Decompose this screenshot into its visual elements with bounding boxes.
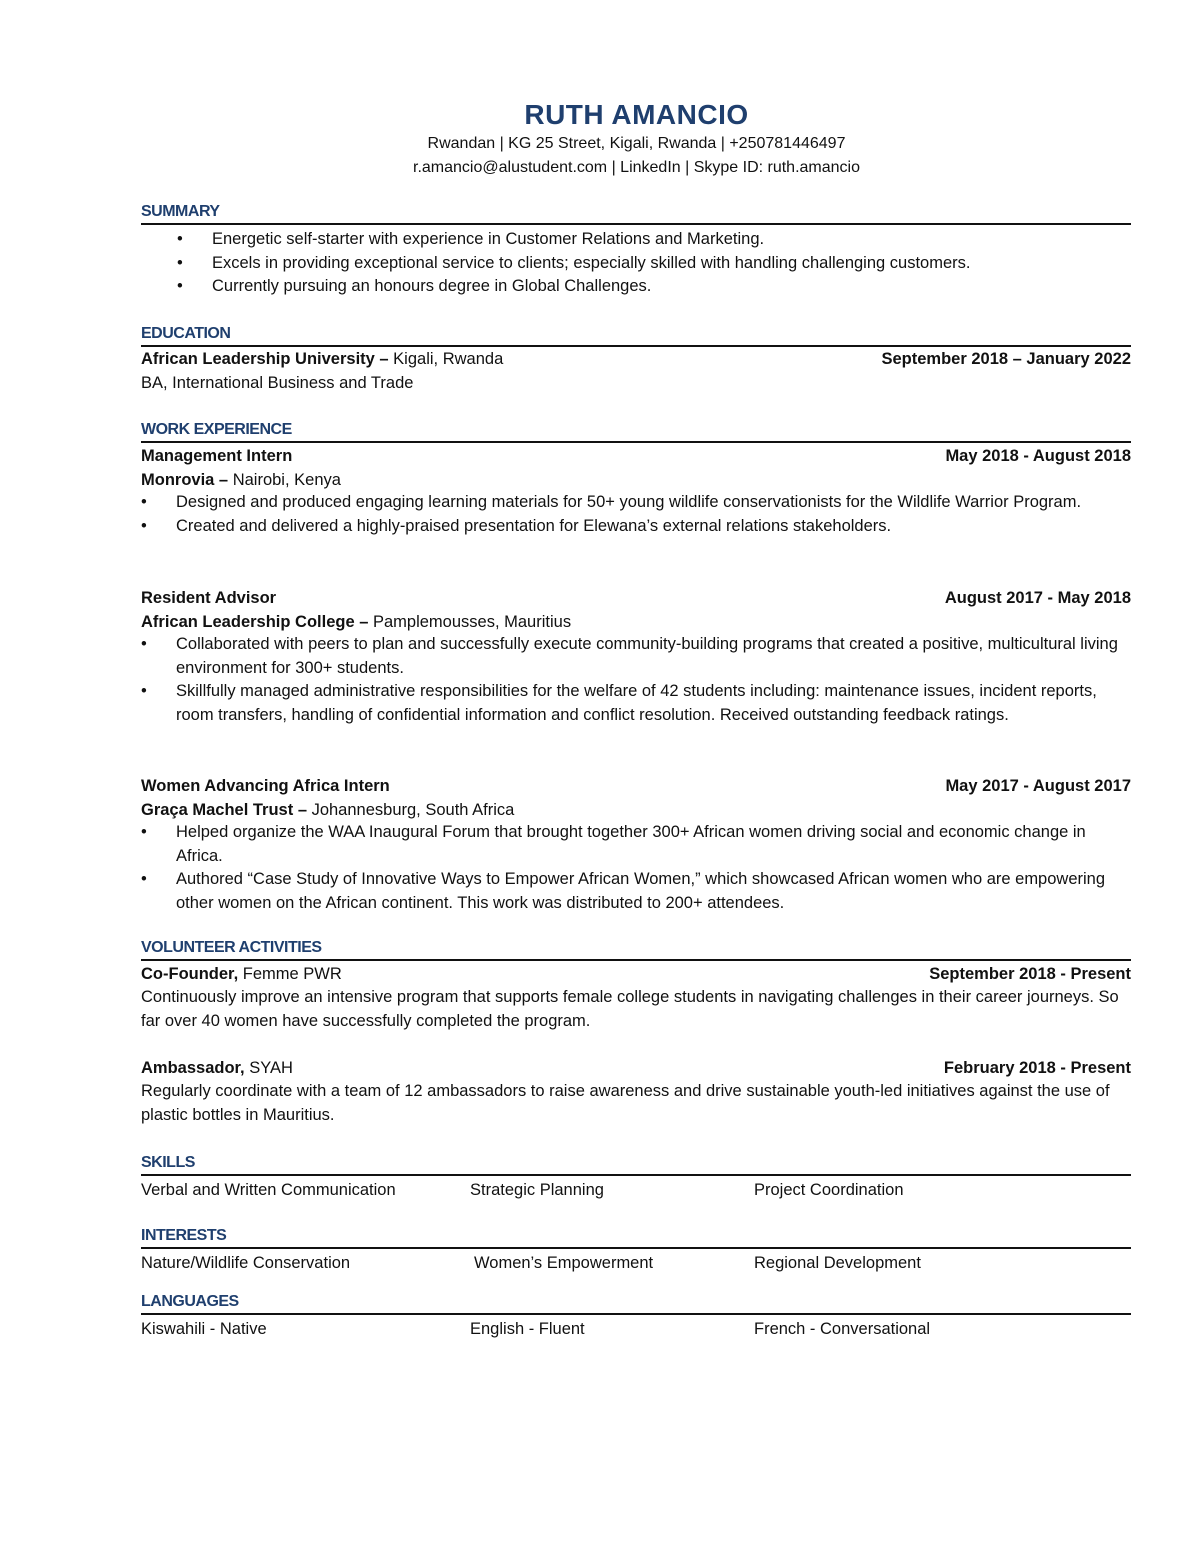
job-dates: May 2018 - August 2018 (945, 447, 1131, 465)
school-location: Kigali, Rwanda (388, 350, 504, 368)
volunteer-dates: September 2018 - Present (929, 965, 1131, 983)
volunteer-role: Co-Founder, (141, 965, 239, 983)
job-role: Management Intern (141, 447, 293, 465)
volunteer-description: Regularly coordinate with a team of 12 ambassadors to raise awareness and drive sustainable youth-led initiatives against the use of plastic bottles in Mauritius. (141, 1082, 1110, 1124)
resume-header (0, 98, 1200, 180)
job-dates: May 2017 - August 2017 (945, 777, 1131, 795)
job-role: Resident Advisor (141, 589, 277, 607)
job-title-row (141, 774, 1131, 798)
volunteer-dates: February 2018 - Present (943, 1059, 1131, 1077)
skill-item: Project Coordination (754, 1181, 904, 1199)
summary-bullet: • Energetic self-starter with experience in Customer Relations and Marketing. (177, 228, 1127, 252)
job-org-row (141, 798, 1131, 822)
job-org-row (141, 610, 1131, 634)
job-bullet: • Collaborated with peers to plan and successfully execute community-building programs that created a positive, multicultural living environment for 300+ students. (141, 633, 1131, 680)
contact-line-2: r.amancio@alustudent.com | LinkedIn | Skype ID: ruth.amancio (413, 159, 860, 176)
summary-bullet: • Currently pursuing an honours degree in Global Challenges. (177, 275, 1127, 299)
section-title-interests: INTERESTS (141, 1225, 1131, 1249)
job-org: Graça Machel Trust – (141, 801, 307, 819)
volunteer-role: Ambassador, (141, 1059, 245, 1077)
job-org-row (141, 468, 1131, 492)
section-title-skills: SKILLS (141, 1152, 1131, 1176)
job-bullet: • Authored “Case Study of Innovative Ways to Empower African Women,” which showcased African women who are empowering other women on the African continent. This work was distributed to 200+ attendees. (141, 868, 1131, 915)
candidate-name: RUTH AMANCIO (524, 99, 749, 130)
section-title-languages: LANGUAGES (141, 1291, 1131, 1315)
job-location: Nairobi, Kenya (228, 471, 341, 489)
job-bullets (141, 491, 1131, 538)
job-title-row (141, 444, 1131, 468)
contact-line-1: Rwandan | KG 25 Street, Kigali, Rwanda | +250781446497 (427, 135, 846, 152)
volunteer-title-row (141, 1056, 1131, 1080)
skill-item: Strategic Planning (470, 1181, 604, 1199)
skill-item: Verbal and Written Communication (141, 1181, 396, 1199)
education-row (141, 347, 1131, 371)
section-title-summary: SUMMARY (141, 201, 1131, 225)
education-dates: September 2018 – January 2022 (881, 350, 1131, 368)
job-bullet: • Helped organize the WAA Inaugural Forum that brought together 300+ African women driving social and economic change in Africa. (141, 821, 1131, 868)
job-bullets (141, 821, 1131, 915)
volunteer-title-row (141, 962, 1131, 986)
interest-item: Nature/Wildlife Conservation (141, 1254, 351, 1272)
job-org: African Leadership College – (141, 613, 369, 631)
job-location: Pamplemousses, Mauritius (368, 613, 572, 631)
degree: BA, International Business and Trade (141, 374, 414, 392)
volunteer-description: Continuously improve an intensive program that supports female college students in navigating challenges in their career journeys. So far over 40 women have successfully completed the program. (141, 988, 1119, 1030)
job-bullets (141, 633, 1131, 727)
job-title-row (141, 586, 1131, 610)
section-title-volunteer: VOLUNTEER ACTIVITIES (141, 937, 1131, 961)
language-item: Kiswahili - Native (141, 1320, 267, 1338)
summary-bullet: • Excels in providing exceptional service to clients; especially skilled with handling challenging customers. (177, 252, 1127, 276)
volunteer-org: SYAH (244, 1059, 293, 1077)
language-item: English - Fluent (470, 1320, 585, 1338)
job-org: Monrovia – (141, 471, 229, 489)
volunteer-org: Femme PWR (238, 965, 342, 983)
job-role: Women Advancing Africa Intern (141, 777, 390, 795)
job-bullet: • Skillfully managed administrative responsibilities for the welfare of 42 students including: maintenance issues, incident reports, room transfers, handling of confidential information and conflict resolution. Received outstanding feedback ratings. (141, 680, 1131, 727)
section-title-education: EDUCATION (141, 323, 1131, 347)
job-dates: August 2017 - May 2018 (944, 589, 1131, 607)
language-item: French - Conversational (754, 1320, 931, 1338)
job-location: Johannesburg, South Africa (307, 801, 515, 819)
school-name: African Leadership University – (141, 350, 389, 368)
summary-list (177, 228, 1127, 299)
job-bullet: • Designed and produced engaging learning materials for 50+ young wildlife conservationists for the Wildlife Warrior Program. (141, 491, 1131, 515)
interest-item: Women’s Empowerment (474, 1254, 654, 1272)
section-title-work: WORK EXPERIENCE (141, 419, 1131, 443)
interest-item: Regional Development (754, 1254, 921, 1272)
job-bullet: • Created and delivered a highly-praised presentation for Elewana’s external relations stakeholders. (141, 515, 1131, 539)
